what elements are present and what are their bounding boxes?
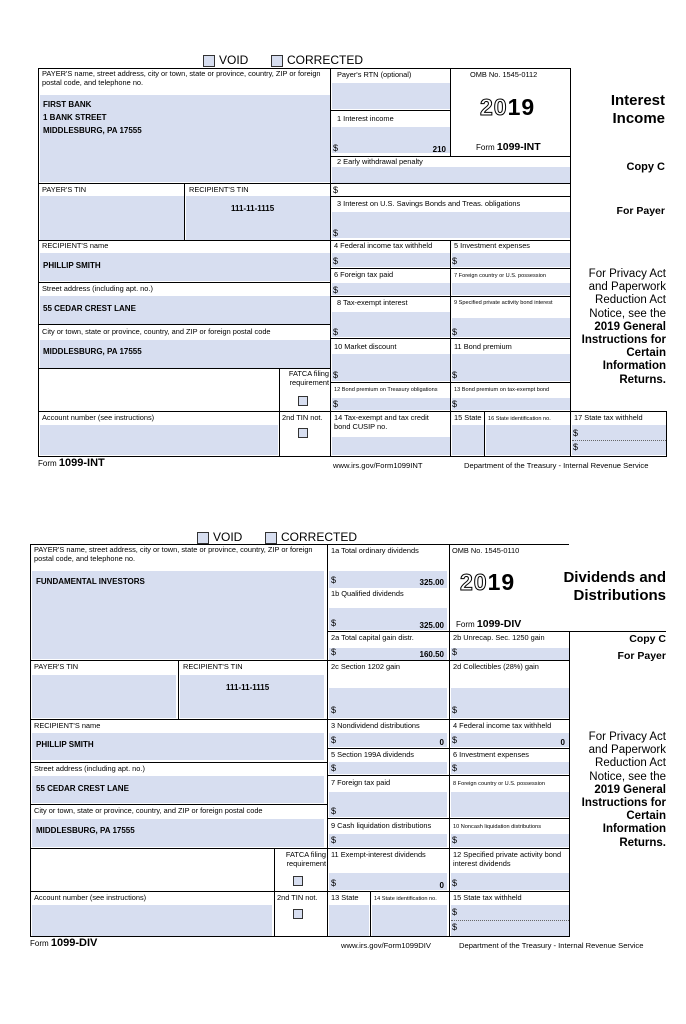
div-box7-dollar: $ (331, 806, 337, 816)
box13-label: 13 Bond premium on tax-exempt bond (454, 387, 550, 393)
div-payer-name: FUNDAMENTAL INVESTORS (36, 577, 145, 586)
div-void-label: VOID (213, 530, 243, 544)
div-box9-label: 9 Cash liquidation distributions (331, 821, 432, 830)
box5-label: 5 Investment expenses (454, 241, 531, 250)
div-box3-value: 0 (439, 738, 444, 747)
box6-label: 6 Foreign tax paid (334, 270, 394, 279)
privacy-notice: For Privacy Act and Paperwork Reduction Act Notice, see the 2019 General Instructions for Certain Information Returns. (581, 268, 666, 386)
div-box3-dollar: $ (331, 735, 337, 745)
box4-label: 4 Federal income tax withheld (334, 241, 433, 250)
div-footer-url: www.irs.gov/Form1099DIV (341, 941, 431, 950)
payer-tin-label: PAYER'S TIN (42, 185, 87, 194)
box6-dollar: $ (333, 285, 339, 295)
div-box4-label: 4 Federal income tax withheld (453, 721, 552, 730)
div-box12-field[interactable] (451, 873, 569, 890)
div-box4-dollar: $ (452, 735, 458, 745)
div-box6-field[interactable] (451, 762, 569, 774)
payer-name: FIRST BANK (43, 100, 92, 109)
div-box11-label: 11 Exempt-interest dividends (331, 850, 426, 859)
box3-label: 3 Interest on U.S. Savings Bonds and Treas. obligations (337, 199, 521, 208)
div-box15-dollar-2: $ (452, 922, 458, 932)
omb-number: OMB No. 1545-0112 (470, 70, 538, 79)
box14-label: 14 Tax-exempt and tax credit bond CUSIP no. (334, 413, 429, 431)
footer-dept: Department of the Treasury - Internal Revenue Service (464, 461, 649, 470)
div-corrected-label: CORRECTED (281, 530, 358, 544)
payer-label: PAYER'S name, street address, city or town, state or province, country, ZIP or foreign postal code, and telephone no. (42, 69, 321, 87)
div-city-label: City or town, state or province, country, and ZIP or foreign postal code (34, 806, 263, 815)
div-city-address: MIDDLESBURG, PA 17555 (36, 826, 135, 835)
div-box11-dollar: $ (331, 878, 337, 888)
box7-label: 7 Foreign country or U.S. possession (454, 273, 547, 279)
box12-dollar: $ (333, 399, 339, 409)
div-street-label: Street address (including apt. no.) (34, 764, 145, 773)
rtn-label: Payer's RTN (optional) (337, 70, 412, 79)
payer-city: MIDDLESBURG, PA 17555 (43, 126, 142, 135)
box10-dollar: $ (333, 370, 339, 380)
city-label: City or town, state or province, country, and ZIP or foreign postal code (42, 327, 271, 336)
box17-dollar-2: $ (573, 442, 579, 452)
div-box2c-label: 2c Section 1202 gain (331, 662, 401, 671)
box5-dollar: $ (452, 256, 458, 266)
payer-street: 1 BANK STREET (43, 113, 107, 122)
div-box15-dollar-1: $ (452, 907, 458, 917)
div-box6-label: 6 Investment expenses (453, 750, 530, 759)
div-box14-field[interactable] (372, 905, 447, 936)
fatca-label: FATCA filing requirement (288, 369, 329, 387)
box4-dollar: $ (333, 256, 339, 266)
box8-dollar: $ (333, 327, 339, 337)
div-tin2-label: 2nd TIN not. (277, 893, 318, 902)
div-box8-label: 8 Foreign country or U.S. possession (453, 781, 546, 787)
box2-dollar: $ (333, 185, 339, 195)
div-box6-dollar: $ (452, 763, 458, 773)
div-form-title: Dividends and Distributions (563, 569, 666, 604)
div-box2d-label: 2d Collectibles (28%) gain (453, 662, 539, 671)
div-box12-label: 12 Specified private activity bond interest dividends (453, 850, 562, 868)
div-recipient-name-label: RECIPIENT'S name (34, 721, 101, 730)
recipient-tin-label: RECIPIENT'S TIN (189, 185, 249, 194)
recipient-tin: 111-11-1115 (231, 204, 275, 213)
div-box1a-value: 325.00 (419, 578, 444, 587)
div-recipient-tin-field[interactable] (180, 675, 324, 718)
div-box2c-field[interactable] (329, 688, 447, 718)
div-box12-dollar: $ (452, 878, 458, 888)
void-label: VOID (219, 53, 249, 67)
div-box2a-value: 160.50 (419, 650, 444, 659)
div-box2d-field[interactable] (451, 688, 569, 718)
div-box2d-dollar: $ (452, 705, 458, 715)
div-corrected-checkbox[interactable] (265, 532, 277, 544)
box11-label: 11 Bond premium (454, 342, 512, 351)
div-box2c-dollar: $ (331, 705, 337, 715)
div-box15-label: 15 State tax withheld (453, 893, 522, 902)
div-footer-dept: Department of the Treasury - Internal Revenue Service (459, 941, 644, 950)
box1-label: 1 Interest income (337, 114, 394, 123)
div-fatca-label: FATCA filing requirement (285, 850, 326, 868)
div-box10-label: 10 Noncash liquidation distributions (453, 824, 542, 830)
copy-label: Copy C (626, 161, 665, 173)
box11-dollar: $ (452, 370, 458, 380)
div-fatca-checkbox[interactable] (293, 876, 303, 886)
div-payer-tin-label: PAYER'S TIN (34, 662, 79, 671)
account-label: Account number (see instructions) (42, 413, 155, 422)
box13-dollar: $ (452, 399, 458, 409)
div-box13-field[interactable] (329, 905, 369, 936)
div-for-payer-label: For Payer (617, 650, 666, 662)
box3-dollar: $ (333, 228, 339, 238)
city-address: MIDDLESBURG, PA 17555 (43, 347, 142, 356)
div-box4-value: 0 (560, 738, 565, 747)
div-box1a-dollar: $ (331, 575, 337, 585)
recipient-name: PHILLIP SMITH (43, 261, 101, 270)
box1-dollar: $ (333, 143, 339, 153)
box1-value: 210 (432, 145, 446, 154)
div-box5-field[interactable] (329, 762, 447, 774)
box16-label: 16 State identification no. (488, 416, 551, 422)
div-box5-label: 5 Section 199A dividends (331, 750, 414, 759)
div-footer-form-id: Form 1099-DIV (30, 937, 98, 949)
form-id: Form 1099-INT (476, 141, 541, 153)
box9-label: 9 Specified private activity bond interest (454, 300, 553, 306)
div-box9-dollar: $ (331, 835, 337, 845)
div-account-field[interactable] (32, 905, 272, 936)
div-box10-dollar: $ (452, 835, 458, 845)
div-recipient-tin-label: RECIPIENT'S TIN (183, 662, 243, 671)
div-payer-label: PAYER'S name, street address, city or town, state or province, country, ZIP or foreign postal code, and telephone no. (34, 545, 313, 563)
box9-dollar: $ (452, 327, 458, 337)
div-box9-field[interactable] (329, 834, 447, 847)
div-box7-label: 7 Foreign tax paid (331, 778, 391, 787)
street-label: Street address (including apt. no.) (42, 284, 153, 293)
div-recipient-tin: 111-11-1115 (226, 683, 270, 692)
div-box2b-dollar: $ (452, 647, 458, 657)
div-box14-label: 14 State identification no. (374, 896, 437, 902)
div-account-label: Account number (see instructions) (34, 893, 147, 902)
box12-label: 12 Bond premium on Treasury obligations (334, 387, 438, 393)
div-box2b-label: 2b Unrecap. Sec. 1250 gain (453, 633, 545, 642)
box15-label: 15 State (454, 413, 482, 422)
box17-label: 17 State tax withheld (574, 413, 643, 422)
div-payer-tin-field[interactable] (32, 675, 176, 718)
div-copy-label: Copy C (629, 633, 666, 645)
div-tin2-checkbox[interactable] (293, 909, 303, 919)
div-box13-label: 13 State (331, 893, 359, 902)
div-box1b-label: 1b Qualified dividends (331, 589, 404, 598)
div-box2a-label: 2a Total capital gain distr. (331, 633, 414, 642)
div-form-id: Form 1099-DIV (456, 618, 522, 630)
div-box3-label: 3 Nondividend distributions (331, 721, 420, 730)
div-void-checkbox[interactable] (197, 532, 209, 544)
recipient-name-label: RECIPIENT'S name (42, 241, 109, 250)
box2-label: 2 Early withdrawal penalty (337, 157, 423, 166)
div-box1b-dollar: $ (331, 618, 337, 628)
box17-dollar-1: $ (573, 428, 579, 438)
div-privacy-notice: For Privacy Act and Paperwork Reduction Act Notice, see the 2019 General Instructions for Certain Information Returns. (581, 731, 666, 849)
footer-url: www.irs.gov/Form1099INT (333, 461, 423, 470)
form-title: Interest Income (610, 92, 665, 127)
div-box11-value: 0 (439, 881, 444, 890)
for-payer-label: For Payer (616, 205, 665, 217)
footer-form-id: Form 1099-INT (38, 457, 105, 469)
tax-year: 2019 (480, 94, 536, 120)
div-box1a-label: 1a Total ordinary dividends (331, 546, 419, 555)
div-box8-field[interactable] (451, 792, 569, 817)
corrected-label: CORRECTED (287, 53, 364, 67)
tin2-label: 2nd TIN not. (282, 413, 323, 422)
div-recipient-name: PHILLIP SMITH (36, 740, 94, 749)
div-box1b-value: 325.00 (419, 621, 444, 630)
div-tax-year: 2019 (460, 569, 516, 595)
div-box2a-dollar: $ (331, 647, 337, 657)
div-omb-number: OMB No. 1545-0110 (452, 546, 520, 555)
div-box5-dollar: $ (331, 763, 337, 773)
div-box10-field[interactable] (451, 834, 569, 847)
box10-label: 10 Market discount (334, 342, 397, 351)
street-address: 55 CEDAR CREST LANE (43, 304, 136, 313)
box8-label: 8 Tax-exempt interest (337, 298, 408, 307)
div-street-address: 55 CEDAR CREST LANE (36, 784, 129, 793)
div-box7-field[interactable] (329, 792, 447, 817)
